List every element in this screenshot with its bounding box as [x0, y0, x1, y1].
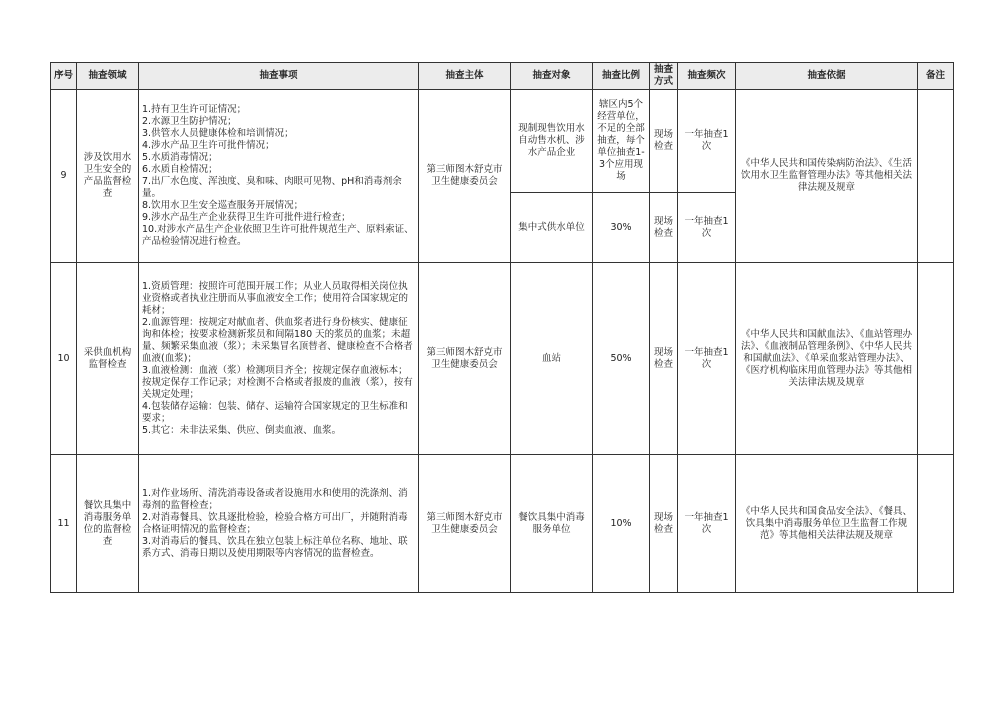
row-field: 餐饮具集中消毒服务单位的监督检查 [77, 455, 139, 593]
header-subject: 抽查主体 [419, 63, 511, 90]
row-object: 集中式供水单位 [511, 193, 593, 263]
table-row [51, 455, 954, 593]
header-basis: 抽查依据 [736, 63, 918, 90]
list-item: 3.对消毒后的餐具、饮具在独立包装上标注单位名称、地址、联系方式、消毒日期以及使用期限等内容情况的监督检查。 [142, 535, 408, 559]
header-ratio: 抽查比例 [593, 63, 650, 90]
spot-check-table [50, 62, 954, 593]
list-item: 1.资质管理：按照许可范围开展工作；从业人员取得相关岗位执业资格或者执业注册而从事血液安全工作；使用符合国家规定的耗材； [142, 280, 409, 316]
list-item: 3.供管水人员健康体检和培训情况； [142, 128, 294, 139]
row-method: 现场检查 [650, 263, 678, 455]
row-no: 11 [51, 455, 77, 593]
table-row [51, 90, 954, 193]
table-row [51, 263, 954, 455]
list-item: 2.血源管理：按规定对献血者、供血浆者进行身份核实、健康征询和体检；按要求检测新浆员和间隔180 天的浆员的血浆；未超量、频繁采集血液（浆）；未采集冒名顶替者、健康检查不合格者血液(血浆)； [142, 316, 413, 364]
row-subject: 第三师图木舒克市卫生健康委员会 [419, 455, 511, 593]
row-no: 10 [51, 263, 77, 455]
header-items: 抽查事项 [139, 63, 419, 90]
row-frequency: 一年抽查1次 [678, 263, 736, 455]
row-object: 餐饮具集中消毒服务单位 [511, 455, 593, 593]
header-row [51, 63, 954, 90]
row-field: 涉及饮用水卫生安全的产品监督检查 [77, 90, 139, 263]
row-no: 9 [51, 90, 77, 263]
list-item: 3.血液检测：血液（浆）检测项目齐全；按规定保存血液标本；按规定保存工作记录；对检测不合格或者报废的血液（浆），按有关规定处理； [142, 364, 413, 400]
row-subject: 第三师图木舒克市卫生健康委员会 [419, 263, 511, 455]
row-note [918, 90, 954, 263]
list-item: 7.出厂水色度、浑浊度、臭和味、肉眼可见物、pH和消毒剂余量。 [142, 176, 402, 199]
row-items [139, 90, 419, 263]
row-note [918, 455, 954, 593]
row-ratio: 50% [593, 263, 650, 455]
list-item: 5.其它：未非法采集、供应、倒卖血液、血浆。 [142, 424, 342, 436]
row-ratio: 辖区内5个经营单位，不足的全部抽查，每个单位抽查1-3个应用现场 [593, 90, 650, 193]
row-method: 现场检查 [650, 193, 678, 263]
list-item: 6.水质自检情况； [142, 164, 218, 175]
row-items [139, 263, 419, 455]
list-item: 2.对消毒餐具、饮具逐批检验，检验合格方可出厂，并随附消毒合格证明情况的监督检查； [142, 511, 408, 535]
row-note [918, 263, 954, 455]
list-item: 4.涉水产品卫生许可批件情况； [142, 140, 275, 151]
list-item: 2.水源卫生防护情况； [142, 116, 237, 127]
row-basis: 《中华人民共和国传染病防治法》、《生活饮用水卫生监督管理办法》等其他相关法律法规及规章 [736, 90, 918, 263]
row-method: 现场检查 [650, 90, 678, 193]
list-item: 4.包装储存运输：包装、储存、运输符合国家规定的卫生标准和要求； [142, 400, 408, 424]
header-object: 抽查对象 [511, 63, 593, 90]
list-item: 8.饮用水卫生安全巡查服务开展情况； [142, 200, 304, 211]
row-object: 现制现售饮用水自动售水机、涉水产品企业 [511, 90, 593, 193]
header-frequency: 抽查频次 [678, 63, 736, 90]
header-no: 序号 [51, 63, 77, 90]
row-method: 现场检查 [650, 455, 678, 593]
list-item: 10.对涉水产品生产企业依照卫生许可批件规范生产、原料索证、产品检验情况进行检查。 [142, 224, 414, 247]
row-frequency: 一年抽查1次 [678, 193, 736, 263]
header-method: 抽查方式 [650, 63, 678, 90]
row-field: 采供血机构监督检查 [77, 263, 139, 455]
row-frequency: 一年抽查1次 [678, 455, 736, 593]
row-items [139, 455, 419, 593]
list-item: 1.持有卫生许可证情况； [142, 104, 247, 115]
row-ratio: 30% [593, 193, 650, 263]
list-item: 5.水质消毒情况； [142, 152, 218, 163]
list-item: 9.涉水产品生产企业获得卫生许可批件进行检查； [142, 212, 351, 223]
header-note: 备注 [918, 63, 954, 90]
row-basis: 《中华人民共和国食品安全法》、《餐具、饮具集中消毒服务单位卫生监督工作规范》等其他相关法律法规及规章 [736, 455, 918, 593]
row-ratio: 10% [593, 455, 650, 593]
row-frequency: 一年抽查1次 [678, 90, 736, 193]
header-field: 抽查领域 [77, 63, 139, 90]
row-object: 血站 [511, 263, 593, 455]
list-item: 1.对作业场所、清洗消毒设备或者设施用水和使用的洗涤剂、消毒剂的监督检查； [142, 487, 408, 511]
row-basis: 《中华人民共和国献血法》、《血站管理办法》、《血液制品管理条例》、《中华人民共和国献血法》、《单采血浆站管理办法》、《医疗机构临床用血管理办法》等其他相关法律法规及规章 [736, 263, 918, 455]
row-subject: 第三师图木舒克市卫生健康委员会 [419, 90, 511, 263]
